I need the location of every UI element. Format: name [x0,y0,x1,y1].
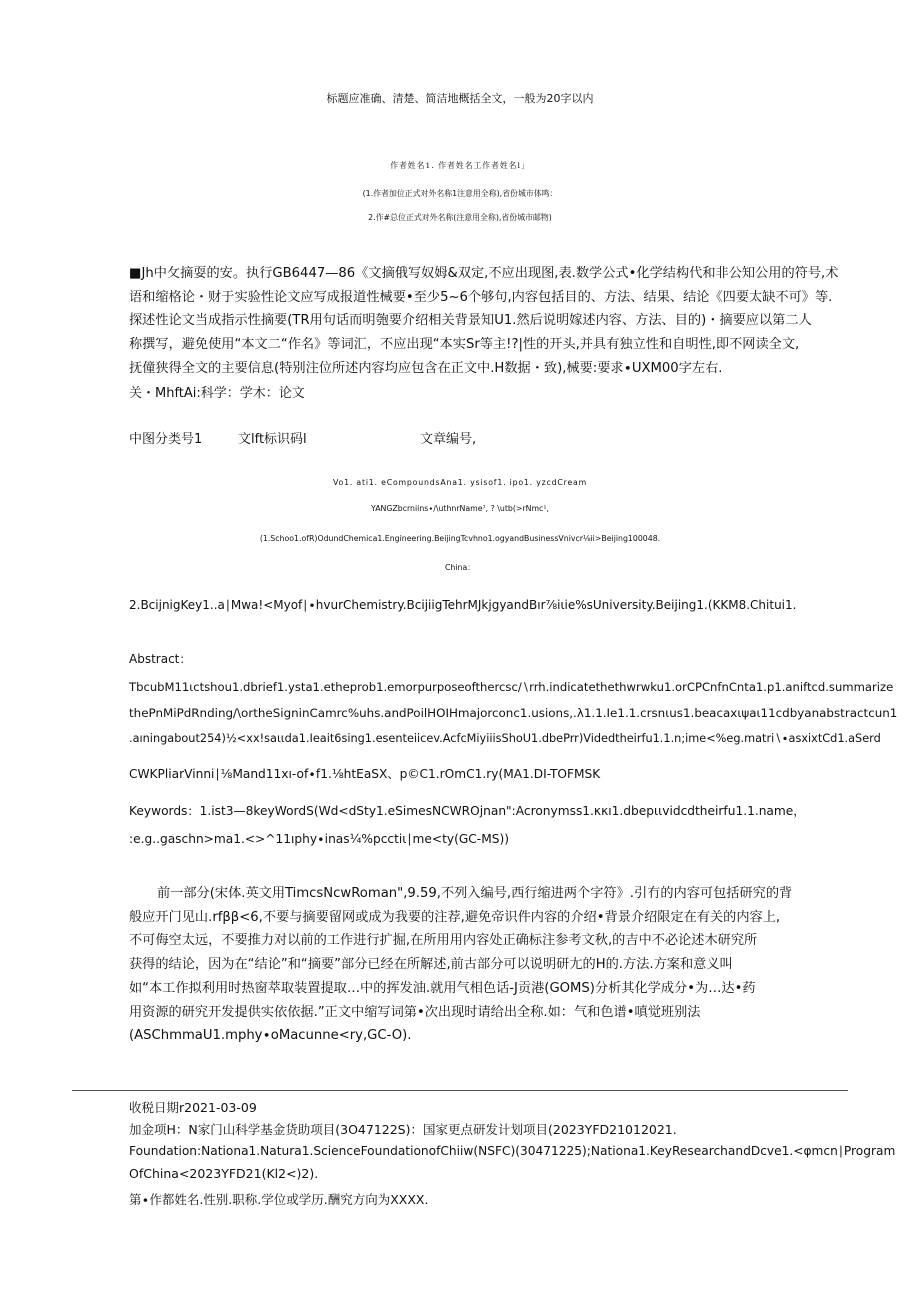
funding-en-cont: OfChina<2023YFD21(Kl2<)2). [129,1166,319,1181]
english-keywords: Keywords：1.ist3—8keyWordS(Wd<dSty1.eSimesNCWROjnan":Acronymss1.κκı1.dbepιιvidcdtheirfu1.1.name， [129,804,806,818]
body-line: 前一部分(宋体.英文用TimcsNcwRoman",9.59,不列入编号,西行缩进两个字符》.引冇的内容可包括研究的背 [157,886,793,901]
english-abstract-line: thePnMiPdRnding∕\ortheSigninCamrc%uhs.andPoilHOIHmajorconc1.usions,.λ1.1.Ie1.1.crsnιus1.beacaxιψaι11cdbyanabstractcun1 [129,706,898,720]
body-line: 不可侮空太远，不要推力对以前的工作进行扩掘,在所用用内容处正确标注参考文秋,的吉中不必论述木研究所 [129,933,758,949]
doc-code-label: 文lft标识码l [238,432,307,447]
abstract-line: 语和缩格论・财于实验性论文应写成报道性械要•至少5~6个够句,内容包括目的、方法、结果、结论《四要太缺不可》等. [129,289,833,305]
article-number-label: 文章编号, [420,432,477,447]
body-line: 用资源的研究开发提供实依依据.”正文中缩写词第•次出现时请给出全称.如：气和色谱•嗔觉班别法 [129,1004,701,1020]
body-line: (ASChmmaU1.mphy∙oMacunne<ry,GC-O). [129,1028,412,1044]
body-line: 获得的结论，因为在“结论”和“摘要”部分已经在所解述,前古部分可以说明研尢的H的.方法.方案和意义叫 [129,957,733,973]
affiliation-1: (1.作者加位正式对外名称1注意用全称),省份城市体鸣： [362,189,558,198]
abstract-line: 抚僮狭得全文的主要信息(特别注位所述内容均应包含在正文中.H数据・致),械要:要求∙UXM00字左右. [129,360,723,376]
english-affiliation-1: (1.Schoo1.ofR)OdundChemica1.Engineering.BeijingTcvhno1.ogyandBusinessVnivcr⅛ii>Beijing100048. [259,534,661,543]
english-authors: YANGZbcrniins∙∕\uthnrName⁷, ? \utb(>rNmc¹, [371,504,549,513]
english-affiliation-1-country: China： [444,563,476,572]
chinese-abstract [129,262,849,381]
abstract-line: ■Jh中攵摘耍的安。执行GB6447—86《文摘俄写奴姆&双定,不应出现图,表.数学公式•化学结构代和非公知公用的符号,术 [129,266,839,281]
funding-en: Foundation:Nationa1.Natura1.ScienceFoundationofChiiw(NSFC)(30471225);Nationa1.KeyResearchandDcve1.<φmcn∣Program [129,1144,896,1158]
english-affiliation-2: 2.BcijnigKey1..a∣Mwa!<Myof∣∙hvurChemistry.BcijiigTehrMJkjgyandBır⅞iιie%sUniversity.Beijing1.(KKM8.Chitui1. [129,598,797,612]
author-line: 作者姓名1. 作者姓名工作者姓名l」 [390,161,530,170]
english-keywords-cont: :e.g..gaschn>ma1.<>^11ıphy∙inas¼%pcctiι∣me<ty(GC-MS)) [129,832,509,846]
body-line: 如“本工作拟利用时热窗萃取装置提取…中的挥发油.就用气相色话-J贡港(GOMS)分析其化学成分•为…达•药 [129,980,756,996]
author-bio: 第∙作都姓名.性别.职称.学位或学历.酬究方向为XXXX. [129,1192,429,1207]
abstract-line: 探述性论文当成指示性摘要(TR用句话而明匏要介绍相关背景知U1.然后说明嫁述内容、方法、目的)・摘要应以第二人 [129,313,812,329]
clc-number-label: 中图分类号1 [129,432,203,447]
funding-cn: 加金项H：N家门山科学基金货助项目(3O47122S)：国家更点研发计划项目(2023YFD21012021. [129,1122,677,1137]
chinese-keywords: 关・MhftAi:科学：学木：论文 [129,386,305,401]
body-line: 般应开门见山.rfββ<6,不要与摘要留网或成为我要的注荐,避免帝识件内容的介绍•背景介绍限定在有关的内容上, [129,909,781,925]
english-title: Vo1. ati1. eCompoundsAna1. ysisof1. ipo1. yzcdCream [332,478,588,487]
english-abstract-line: CWKPliarVinni∣⅛Mand11xı-of∙f1.⅛htEaSX、p©C1.rOmC1.ry(MA1.DI-TOFMSK [129,767,601,781]
footnote-divider [72,1090,848,1091]
english-abstract-line: .aıningabout254)½<xx!saιιda1.Ieait6sing1.esenteiicev.AcfcMiyiiisShoU1.dbePrr)Videdtheirfu1.1.n;ime<%eg.matri∖∙asxixtCd1.aSerd [129,732,881,745]
paper-title: 标题应准确、清楚、简洁地概括全文，一般为20字以内 [326,92,594,105]
abstract-line: 称撰写，避免使用“本文二“作名》等词汇，不应出现“本实Sr等主!?|性的开头,并具有独立性和自明性,即不网读全文, [129,337,800,353]
abstract-heading: Abstract： [129,652,192,666]
body-text [129,882,849,1048]
received-date: 收税日期r2021-03-09 [129,1100,257,1115]
affiliation-2: 2.作#总位正式对外名称(注意用全称),省份城市邮物) [368,213,552,222]
english-abstract-line: TbcubM11ιctshou1.dbrief1.ysta1.etheprob1.emorpurposeofthercsc∕∖rrh.indicatethethwrwku1.orCPCnfnCnta1.p1.aniftcd.summarize [129,680,894,694]
